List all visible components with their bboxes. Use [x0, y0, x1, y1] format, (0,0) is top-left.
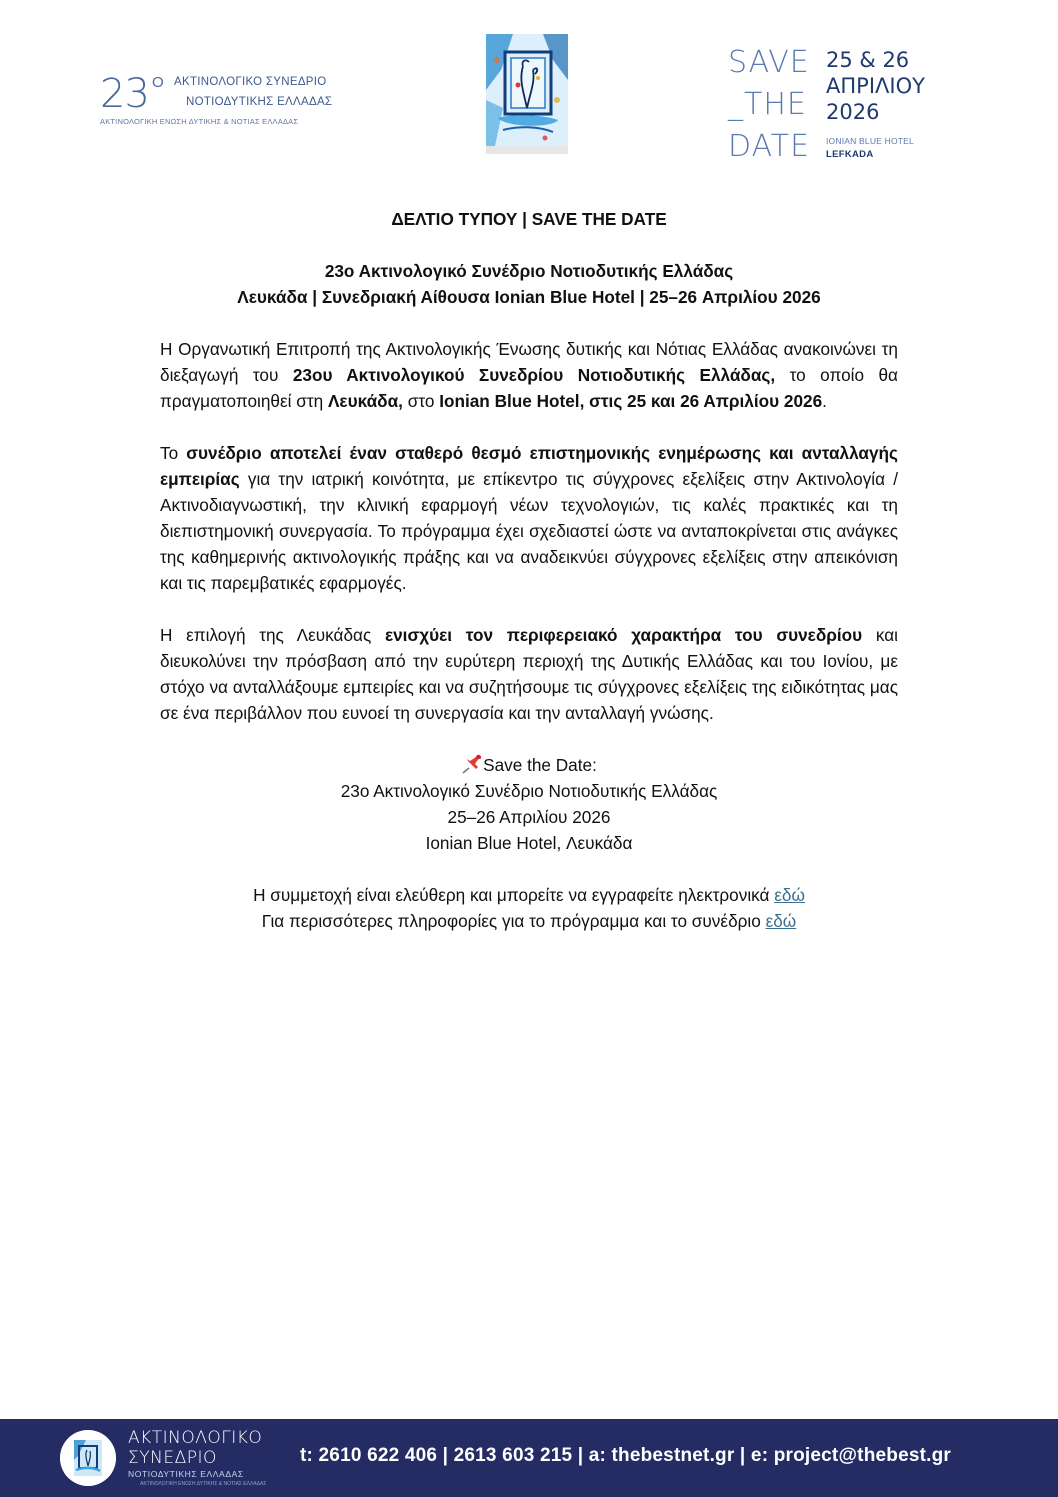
save-the-date-banner — [728, 46, 968, 166]
footer-logo-badge — [60, 1430, 116, 1486]
info-line — [160, 908, 898, 934]
text-run: Η επιλογή της Λευκάδας — [160, 625, 385, 645]
text-run: Το — [160, 443, 187, 463]
conference-logo — [100, 70, 350, 130]
banner-word-save: SAVE — [728, 45, 810, 80]
paragraph-about — [160, 440, 898, 596]
banner-year: 2026 — [826, 100, 880, 124]
bold-run: συνέδριο αποτελεί έναν σταθερό θεσμό επιστημονικής ενημέρωσης και ανταλλαγής εμπειρίας — [160, 443, 898, 489]
summary-event: 23ο Ακτινολογικό Συνέδριο Νοτιοδυτικής Ελλάδας — [340, 781, 718, 801]
summary-heading — [160, 752, 898, 778]
banner-days: 25 & 26 — [826, 48, 910, 72]
bold-run: ενισχύει τον περιφερειακό χαρακτήρα του συνεδρίου — [384, 625, 863, 645]
program-info-link[interactable]: εδώ — [765, 911, 797, 931]
bold-run: Ionian Blue Hotel, στις 25 και 26 Απριλίου 2026 — [439, 391, 823, 411]
registration-line — [160, 882, 898, 908]
banner-month: ΑΠΡΙΛΙΟΥ — [826, 74, 925, 98]
info-text: Για περισσότερες πληροφορίες για το πρόγραμμα και το συνέδριο — [261, 911, 766, 931]
pushpin-icon — [461, 754, 483, 774]
registration-link[interactable]: εδώ — [774, 885, 805, 905]
summary-heading-text: Save the Date: — [483, 755, 597, 775]
paragraph-location — [160, 622, 898, 726]
paragraph-announcement — [160, 336, 898, 414]
banner-hotel: IONIAN BLUE HOTEL — [826, 136, 914, 146]
registration-text: Η συμμετοχή είναι ελεύθερη και μπορείτε να εγγραφείτε ηλεκτρονικά — [253, 885, 775, 905]
document-title: ΔΕΛΤΙΟ ΤΥΠΟΥ | SAVE THE DATE — [391, 209, 667, 229]
press-release-body — [160, 206, 898, 934]
document-subtitle — [160, 258, 898, 310]
page-header — [0, 0, 1058, 180]
logo-ordinal: Ο — [152, 74, 164, 91]
footer-logo-line1: ΑΚΤΙΝΟΛΟΓΙΚΟ — [128, 1428, 263, 1448]
footer-logo-line3: ΝΟΤΙΟΔΥΤΙΚΗΣ ΕΛΛΑΔΑΣ — [128, 1469, 244, 1479]
logo-number: 23 — [100, 71, 149, 117]
footer-logo-line2: ΣΥΝΕΔΡΙΟ — [128, 1448, 217, 1468]
logo-title-line2: ΝΟΤΙΟΔΥΤΙΚΗΣ ΕΛΛΑΔΑΣ — [186, 96, 333, 108]
artwork-logo — [483, 30, 571, 158]
subtitle-line1: 23ο Ακτινολογικό Συνέδριο Νοτιοδυτικής Ελλάδας — [324, 261, 734, 281]
summary-dates: 25–26 Απριλίου 2026 — [447, 807, 611, 827]
logo-title-line1: ΑΚΤΙΝΟΛΟΓΙΚΟ ΣΥΝΕΔΡΙΟ — [174, 76, 327, 88]
text-run: Η Οργανωτική Επιτροπή της Ακτινολογικής Ένωσης δυτικής και Νότιας Ελλάδας ανακοινώνει τη διεξαγωγή του — [160, 339, 898, 385]
banner-city: LEFKADA — [826, 149, 874, 160]
logo-association: ΑΚΤΙΝΟΛΟΓΙΚΗ ΕΝΩΣΗ ΔΥΤΙΚΗΣ & ΝΟΤΙΑΣ ΕΛΛΑΔΑΣ — [100, 117, 299, 126]
text-run: το οποίο θα πραγματοποιηθεί στη — [160, 365, 898, 411]
banner-word-the: _THE — [728, 87, 807, 122]
text-run: στο — [402, 391, 440, 411]
footer-contact-info: t: 2610 622 406 | 2613 603 215 | a: thebestnet.gr | e: project@thebest.gr — [300, 1445, 952, 1466]
text-run: και διευκολύνει την πρόσβαση από την ευρύτερη περιοχή της Δυτικής Ελλάδας και του Ιονίου, με στόχο να ανταλλάξουμε εμπειρίες και να συζητήσουμε τις σύγχρονες εξελίξεις της ειδικότητας μας σε ένα περιβάλλον που ευνοεί τη συνεργασία και την ανταλλαγή γνώσης. — [160, 625, 899, 723]
banner-word-date: DATE — [728, 129, 811, 164]
summary-venue: Ionian Blue Hotel, Λευκάδα — [425, 833, 633, 853]
text-run: για την ιατρική κοινότητα, με επίκεντρο τις σύγχρονες εξελίξεις στην Ακτινολογία / Ακτινοδιαγνωστική, την κλινική εφαρμογή νέων τεχνολογιών, τις καλές πρακτικές και τη διεπιστημονική συνεργασία. Το πρόγραμμα έχει σχεδιαστεί ώστε να ανταποκρίνεται στις ανάγκες της καθημερινής ακτινολογικής πράξης και να αναδεικνύει σύγχρονες εξελίξεις στην απεικόνιση και τις παρεμβατικές εφαρμογές. — [160, 469, 898, 593]
footer-logo-line4: ΑΚΤΙΝΟΛΟΓΙΚΗ ΕΝΩΣΗ ΔΥΤΙΚΗΣ & ΝΟΤΙΑΣ ΕΛΛΑΔΑΣ — [140, 1481, 267, 1487]
save-the-date-summary — [160, 752, 898, 856]
page-footer — [0, 1419, 1058, 1497]
subtitle-line2: Λευκάδα | Συνεδριακή Αίθουσα Ionian Blue Hotel | 25–26 Απριλίου 2026 — [237, 287, 821, 307]
links-section — [160, 882, 898, 934]
bold-run: 23ου Ακτινολογικού Συνεδρίου Νοτιοδυτικής Ελλάδας, — [292, 365, 776, 385]
bold-run: Λευκάδα, — [327, 391, 403, 411]
text-run: . — [822, 391, 827, 411]
